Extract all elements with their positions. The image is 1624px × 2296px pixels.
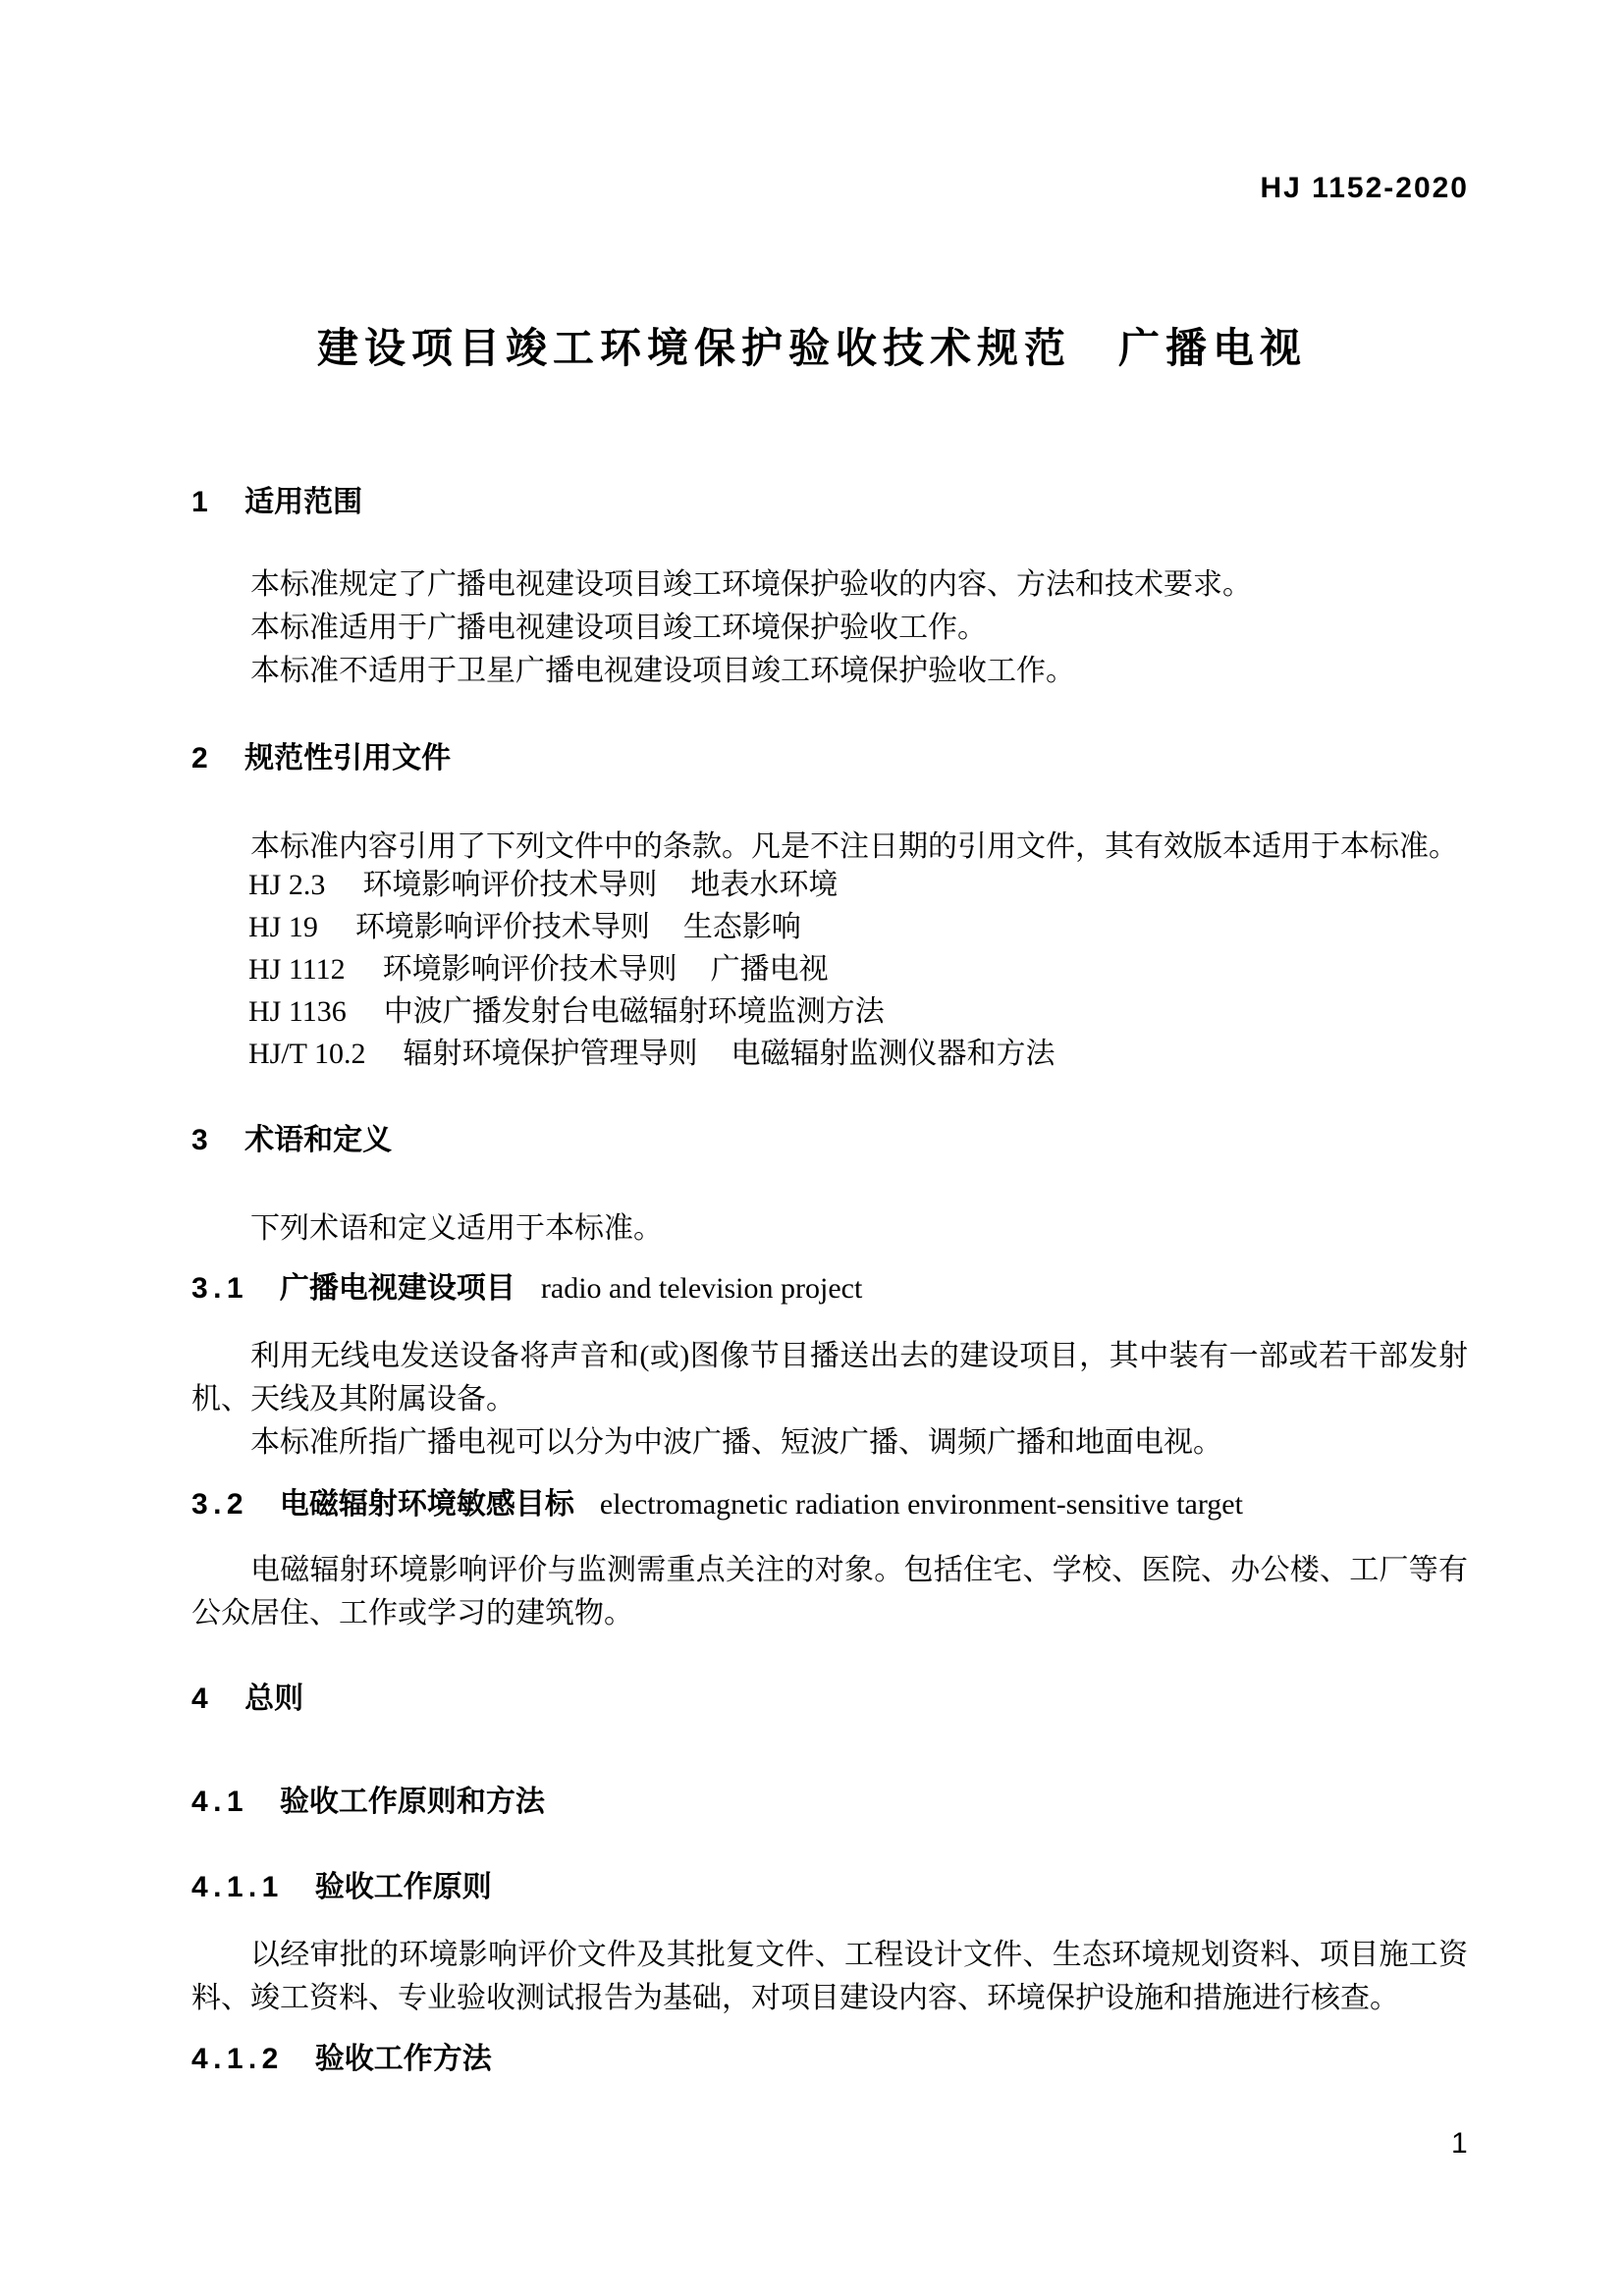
term-3-1-en: radio and television project — [540, 1272, 863, 1305]
paragraph: 本标准适用于广播电视建设项目竣工环境保护验收工作。 — [250, 612, 987, 644]
section-2-heading — [191, 741, 1468, 776]
section-2-intro — [191, 826, 1468, 869]
section-4-1-1-body — [191, 1934, 1468, 2020]
reference-code: HJ 19 — [248, 911, 318, 943]
paragraph: 电磁辐射环境影响评价与监测需重点关注的对象。包括住宅、学校、医院、办公楼、工厂等有公众居住、工作或学习的建筑物。 — [191, 1554, 1468, 1629]
term-3-2-zh: 电磁辐射环境敏感目标 — [279, 1488, 574, 1521]
reference-item — [191, 864, 1468, 906]
section-1-heading — [191, 485, 1468, 520]
reference-title: 环境影响评价技术导则 — [362, 869, 658, 901]
paragraph: 以经审批的环境影响评价文件及其批复文件、工程设计文件、生态环境规划资料、项目施工资料、竣工资料、专业验收测试报告为基础，对项目建设内容、环境保护设施和措施进行核查。 — [191, 1939, 1468, 2014]
reference-item — [191, 906, 1468, 948]
section-4-1-1-heading — [191, 1870, 1468, 1905]
section-4-heading — [191, 1682, 1468, 1717]
section-4-1-1-number: 4.1.1 — [191, 1871, 284, 1903]
term-3-1-body — [191, 1335, 1468, 1465]
section-4-1-number: 4.1 — [191, 1786, 248, 1818]
section-2-title: 规范性引用文件 — [244, 742, 452, 774]
section-2-number: 2 — [191, 742, 214, 774]
term-3-1-heading — [191, 1271, 1468, 1307]
section-1-number: 1 — [191, 486, 214, 518]
reference-title: 辐射环境保护管理导则 — [403, 1038, 698, 1070]
reference-title: 环境影响评价技术导则 — [382, 953, 677, 986]
section-1-title: 适用范围 — [244, 486, 363, 518]
section-4-1-2-title: 验收工作方法 — [314, 2043, 492, 2075]
section-3-number: 3 — [191, 1124, 214, 1156]
reference-code: HJ/T 10.2 — [248, 1038, 366, 1070]
reference-subtitle: 广播电视 — [710, 953, 829, 986]
reference-subtitle: 电磁辐射监测仪器和方法 — [731, 1038, 1056, 1070]
section-4-1-2-number: 4.1.2 — [191, 2043, 284, 2075]
reference-code: HJ 2.3 — [248, 869, 326, 901]
term-3-2-heading — [191, 1487, 1468, 1522]
term-3-2-number: 3.2 — [191, 1488, 248, 1521]
term-3-2-en: electromagnetic radiation environment-sensitive target — [599, 1488, 1243, 1521]
section-4-1-1-title: 验收工作原则 — [314, 1871, 492, 1903]
reference-subtitle: 地表水环境 — [690, 869, 839, 901]
reference-title: 环境影响评价技术导则 — [354, 911, 650, 943]
section-3-intro — [191, 1207, 1468, 1251]
paragraph: 本标准规定了广播电视建设项目竣工环境保护验收的内容、方法和技术要求。 — [250, 568, 1252, 601]
term-3-1-zh: 广播电视建设项目 — [279, 1272, 515, 1305]
reference-item — [191, 990, 1468, 1033]
page-number: 1 — [1451, 2127, 1468, 2160]
paragraph: 本标准不适用于卫星广播电视建设项目竣工环境保护验收工作。 — [250, 655, 1075, 687]
reference-list — [191, 864, 1468, 1075]
page-title: 建设项目竣工环境保护验收技术规范 广播电视 — [316, 325, 1307, 371]
section-4-title: 总则 — [244, 1682, 304, 1715]
section-4-number: 4 — [191, 1682, 214, 1715]
paragraph: 本标准内容引用了下列文件中的条款。凡是不注日期的引用文件，其有效版本适用于本标准。 — [250, 830, 1458, 863]
section-4-1-2-heading — [191, 2042, 1468, 2077]
reference-code: HJ 1112 — [248, 953, 346, 986]
reference-title: 中波广播发射台电磁辐射环境监测方法 — [383, 995, 885, 1028]
term-3-2-body — [191, 1549, 1468, 1635]
paragraph: 下列术语和定义适用于本标准。 — [250, 1212, 663, 1245]
paragraph: 利用无线电发送设备将声音和(或)图像节目播送出去的建设项目，其中装有一部或若干部发射机、天线及其附属设备。 — [191, 1340, 1468, 1415]
section-3-heading — [191, 1123, 1468, 1158]
section-3-title: 术语和定义 — [244, 1124, 393, 1156]
doc-number: HJ 1152-2020 — [1260, 172, 1469, 204]
reference-item — [191, 1033, 1468, 1075]
reference-subtitle: 生态影响 — [682, 911, 801, 943]
section-1-body — [191, 563, 1468, 693]
term-3-1-number: 3.1 — [191, 1272, 248, 1305]
section-4-1-title: 验收工作原则和方法 — [279, 1786, 545, 1818]
reference-code: HJ 1136 — [248, 995, 347, 1028]
section-4-1-heading — [191, 1785, 1468, 1820]
paragraph: 本标准所指广播电视可以分为中波广播、短波广播、调频广播和地面电视。 — [250, 1426, 1222, 1459]
reference-item — [191, 948, 1468, 990]
